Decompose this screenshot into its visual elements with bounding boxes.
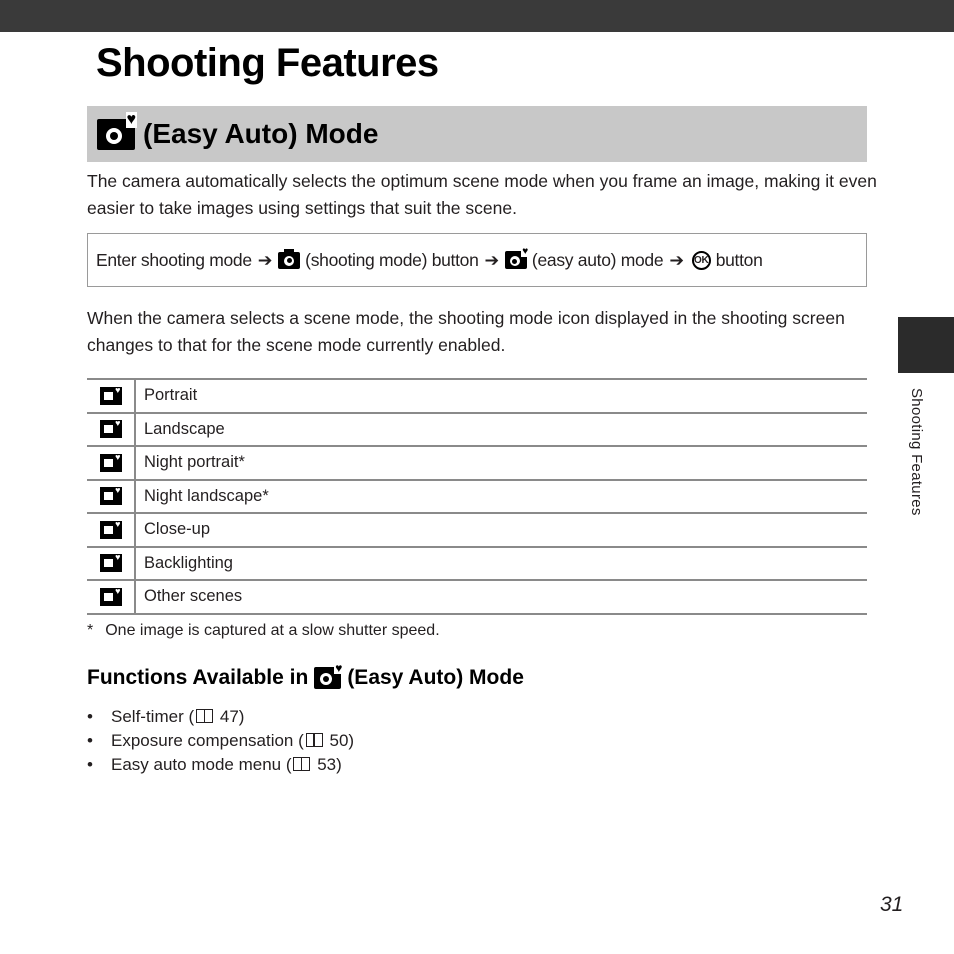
- ok-button-icon: OK: [692, 251, 711, 270]
- function-label: Easy auto mode menu (: [111, 755, 292, 774]
- nav-step-button: button: [715, 249, 763, 270]
- footnote: [87, 622, 440, 640]
- functions-list: [87, 705, 354, 777]
- subheading-suffix: (Easy Auto) Mode: [347, 666, 524, 689]
- scene-mode-paragraph: When the camera selects a scene mode, the shooting mode icon displayed in the shooting screen changes to that for the scene mode currently enabled.: [87, 308, 845, 355]
- list-item: [87, 705, 354, 729]
- close-up-scene-icon: [100, 521, 122, 539]
- other-scenes-icon: [100, 588, 122, 606]
- list-item: [87, 753, 354, 777]
- table-row: [87, 580, 867, 614]
- camera-icon: [278, 252, 300, 269]
- footnote-text: One image is captured at a slow shutter speed.: [105, 622, 440, 639]
- table-row: [87, 446, 867, 480]
- section-title: [97, 110, 379, 150]
- chapter-side-tab: [898, 317, 954, 373]
- book-reference-icon: [293, 757, 310, 771]
- easy-auto-mode-icon: ♥: [314, 667, 341, 689]
- scene-label: Other scenes: [135, 580, 867, 614]
- night-landscape-scene-icon: [100, 487, 122, 505]
- table-row: [87, 379, 867, 413]
- scene-label: Landscape: [135, 413, 867, 447]
- arrow-right-icon: ➔: [484, 249, 499, 270]
- book-reference-icon: [306, 733, 323, 747]
- portrait-scene-icon: [100, 387, 122, 405]
- subheading-prefix: Functions Available in: [87, 666, 309, 689]
- navigation-path-box: [87, 233, 867, 287]
- page-reference[interactable]: 50): [329, 731, 355, 750]
- scene-label: Close-up: [135, 513, 867, 547]
- chapter-side-label: Shooting Features: [908, 388, 925, 516]
- chapter-title: Shooting Features: [96, 41, 439, 85]
- table-row: [87, 513, 867, 547]
- footnote-marker: *: [87, 622, 94, 639]
- arrow-right-icon: ➔: [257, 249, 273, 270]
- nav-step-shooting-mode: Enter shooting mode: [96, 249, 252, 270]
- arrow-right-icon: ➔: [669, 249, 684, 270]
- nav-step-easy-auto: (easy auto) mode: [531, 249, 664, 270]
- scene-label: Night landscape*: [135, 480, 867, 514]
- table-row: [87, 413, 867, 447]
- page-reference[interactable]: 53): [317, 755, 342, 774]
- function-label: Exposure compensation (: [111, 731, 304, 750]
- night-portrait-scene-icon: [100, 454, 122, 472]
- landscape-scene-icon: [100, 420, 122, 438]
- top-bar: [0, 0, 954, 32]
- section-banner: [87, 106, 867, 162]
- nav-step-shooting-mode-button: (shooting mode) button: [305, 249, 479, 270]
- list-item: [87, 729, 354, 753]
- easy-auto-mode-icon: ♥: [97, 119, 135, 150]
- scene-label: Night portrait*: [135, 446, 867, 480]
- intro-paragraph: The camera automatically selects the optimum scene mode when you frame an image, making it even easier to take images using settings that suit the scene.: [87, 171, 877, 218]
- scene-label: Portrait: [135, 379, 867, 413]
- backlighting-scene-icon: [100, 554, 122, 572]
- functions-subheading: [87, 661, 524, 690]
- function-label: Self-timer (: [111, 707, 195, 726]
- scene-mode-table: [87, 378, 867, 615]
- easy-auto-mode-icon: ♥: [505, 251, 527, 269]
- section-title-text: (Easy Auto) Mode: [143, 118, 379, 149]
- book-reference-icon: [196, 709, 213, 723]
- page-number: 31: [880, 893, 904, 916]
- table-row: [87, 480, 867, 514]
- table-row: [87, 547, 867, 581]
- scene-label: Backlighting: [135, 547, 867, 581]
- page-reference[interactable]: 47): [219, 707, 245, 726]
